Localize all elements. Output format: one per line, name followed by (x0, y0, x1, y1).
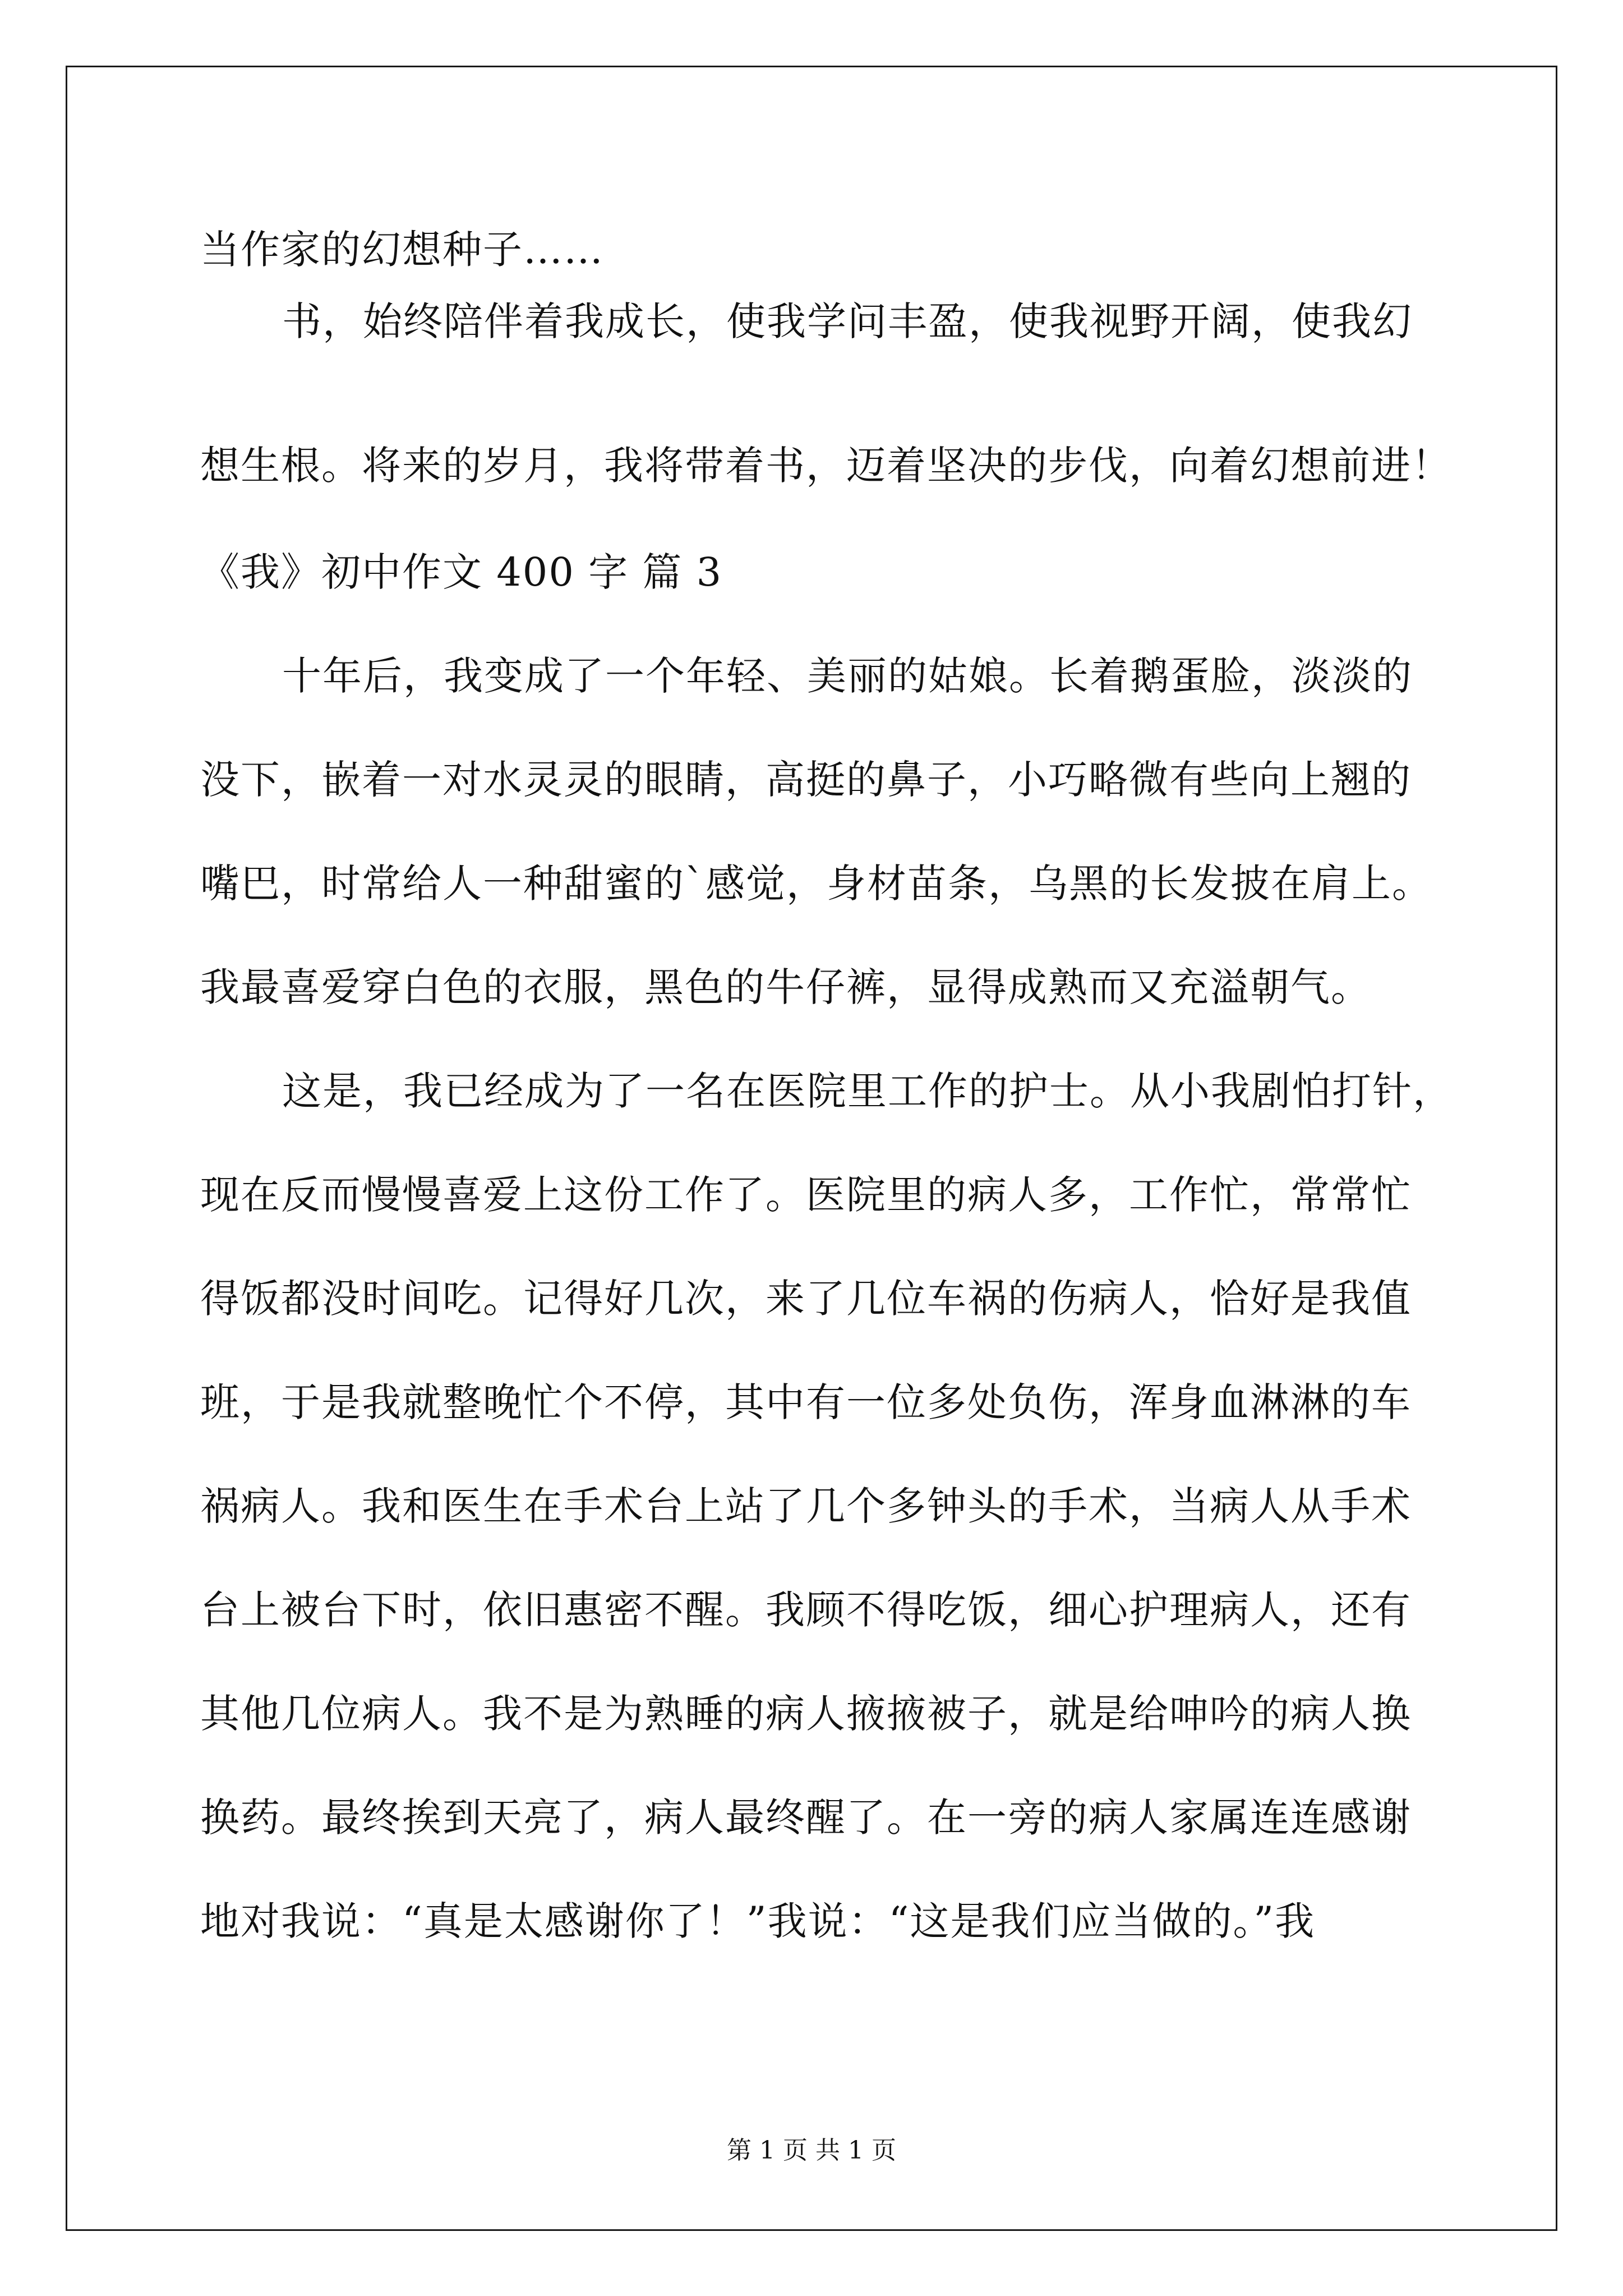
paragraph-appearance-line-4: 我最喜爱穿白色的衣服，黑色的牛仔裤，显得成熟而又充溢朝气。 (200, 964, 1371, 1010)
paragraph-nurse-line-6: 台上被台下时，依旧惠密不醒。我顾不得吃饭，细心护理病人，还有 (200, 1587, 1412, 1633)
paragraph-books-line-1: 书，始终陪伴着我成长，使我学问丰盈，使我视野开阔，使我幻 (282, 298, 1413, 344)
paragraph-nurse-line-3: 得饭都没时间吃。记得好几次，来了几位车祸的伤病人，恰好是我值 (200, 1276, 1412, 1322)
paragraph-nurse-line-4: 班，于是我就整晚忙个不停，其中有一位多处负伤，浑身血淋淋的车 (200, 1379, 1412, 1425)
paragraph-nurse-line-8: 换药。最终挨到天亮了，病人最终醒了。在一旁的病人家属连连感谢 (200, 1795, 1412, 1841)
text-line-continuation: 当作家的幻想种子…… (200, 227, 604, 273)
paragraph-appearance-line-1: 十年后，我变成了一个年轻、美丽的姑娘。长着鹅蛋脸，淡淡的 (282, 653, 1413, 699)
paragraph-nurse-line-5: 祸病人。我和医生在手术台上站了几个多钟头的手术，当病人从手术 (200, 1483, 1412, 1529)
page-footer: 第 1 页 共 1 页 (727, 2136, 896, 2165)
paragraph-nurse-line-2: 现在反而慢慢喜爱上这份工作了。医院里的病人多，工作忙，常常忙 (200, 1172, 1412, 1218)
paragraph-books-line-2: 想生根。将来的岁月，我将带着书，迈着坚决的步伐，向着幻想前进！ (200, 443, 1452, 489)
section-heading: 《我》初中作文 400 字 篇 3 (200, 549, 723, 595)
paragraph-nurse-line-9: 地对我说：“真是太感谢你了！”我说：“这是我们应当做的。”我 (200, 1898, 1316, 1944)
paragraph-nurse-line-7: 其他几位病人。我不是为熟睡的病人掖掖被子，就是给呻吟的病人换 (200, 1691, 1412, 1737)
paragraph-nurse-line-1: 这是，我已经成为了一名在医院里工作的护士。从小我剧怕打针， (282, 1068, 1453, 1114)
paragraph-appearance-line-3: 嘴巴，时常给人一种甜蜜的`感觉，身材苗条，乌黑的长发披在肩上。 (200, 861, 1432, 907)
paragraph-appearance-line-2: 没下，嵌着一对水灵灵的眼睛，高挺的鼻子，小巧略微有些向上翘的 (200, 757, 1412, 803)
